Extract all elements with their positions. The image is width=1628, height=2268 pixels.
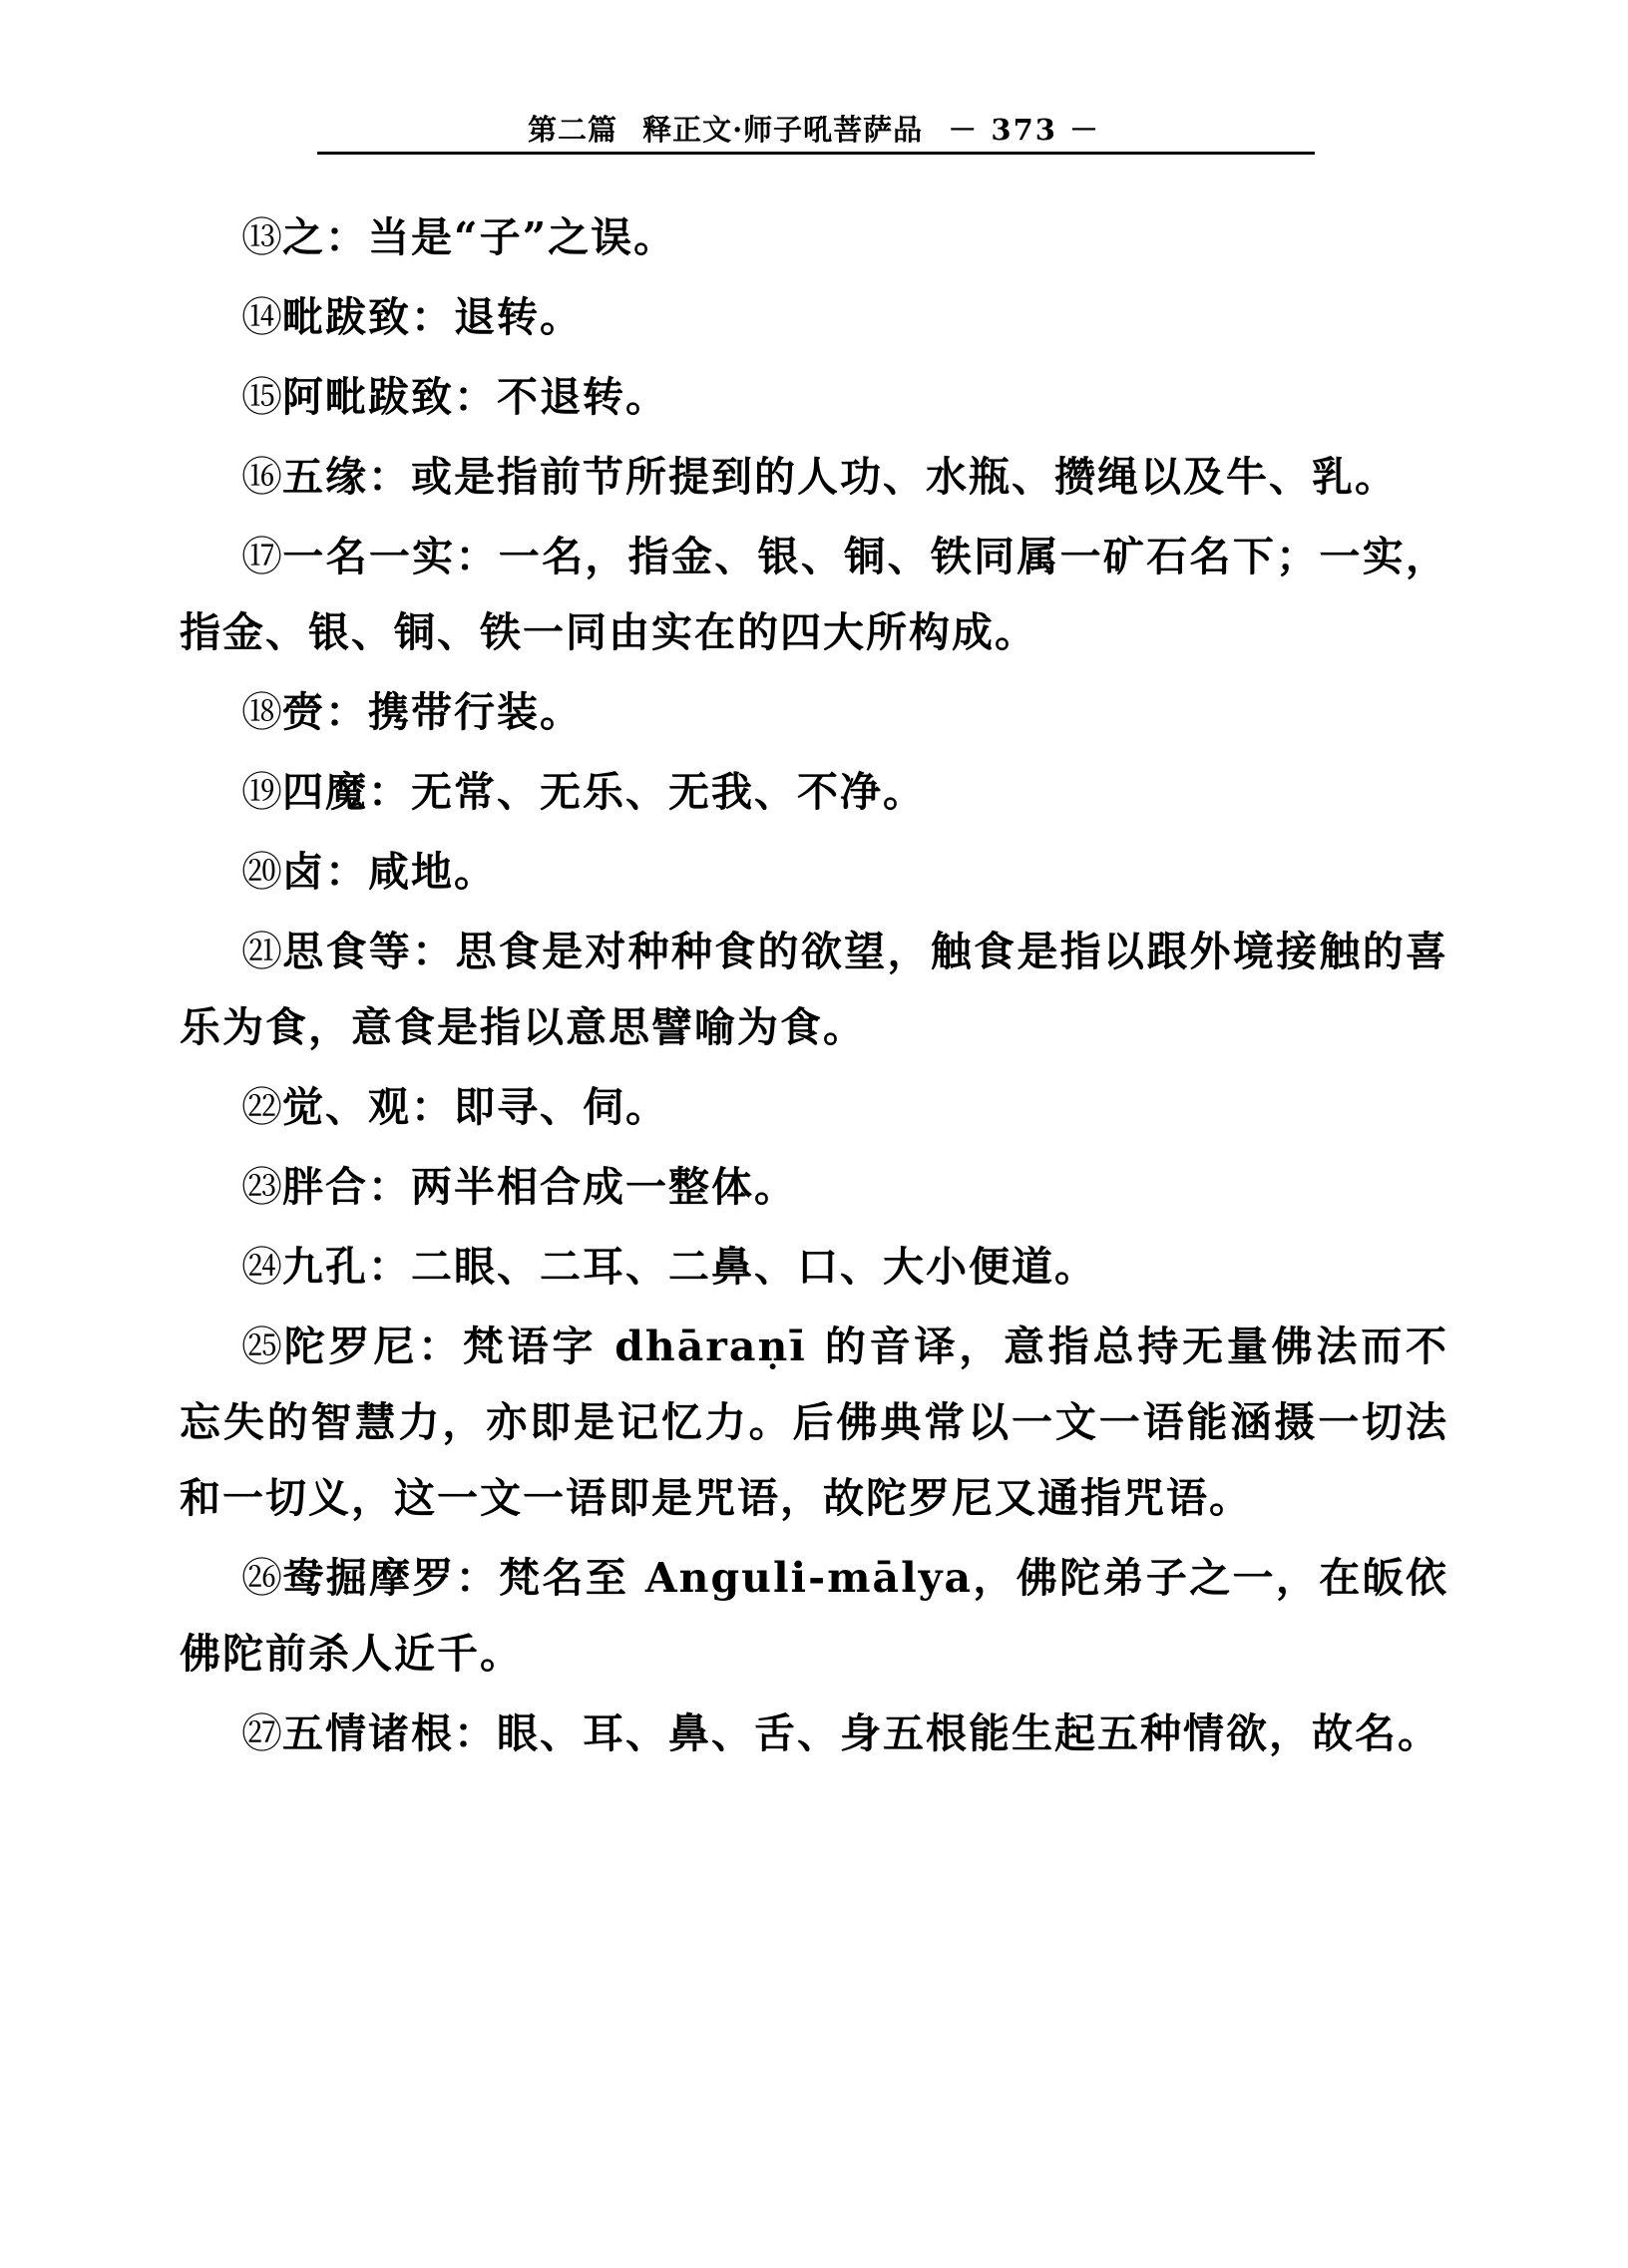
note-number: ⑭	[241, 293, 282, 341]
list-item	[180, 1229, 1448, 1305]
list-item	[180, 1149, 1448, 1225]
note-text: 五缘：或是指前节所提到的人功、水瓶、攒绳以及牛、乳。	[282, 453, 1398, 501]
running-head-section: 第二篇	[527, 113, 617, 147]
page-number: － 373 －	[948, 113, 1101, 147]
list-item	[180, 519, 1448, 670]
note-text: 一名一实：一名，指金、银、铜、铁同属一矿石名下；一实，指金、银、铜、铁一同由实在的四大所构成。	[180, 533, 1448, 656]
header-divider	[317, 152, 1315, 155]
note-text: 卤：咸地。	[282, 848, 497, 896]
note-number: ㉖	[241, 1554, 283, 1602]
note-text: 思食等：思食是对种种食的欲望，触食是指以跟外境接触的喜乐为食，意食是指以意思譬喻为食。	[180, 928, 1448, 1051]
list-item	[180, 834, 1448, 910]
list-item	[180, 754, 1448, 830]
note-text: 毗跋致：退转。	[282, 293, 583, 341]
note-number: ㉔	[241, 1243, 282, 1291]
running-head-title: 释正文·师子吼菩萨品	[642, 113, 924, 147]
list-item	[180, 1309, 1448, 1536]
list-item	[180, 1069, 1448, 1145]
list-item	[180, 674, 1448, 750]
note-number: ㉕	[241, 1323, 284, 1370]
list-item	[180, 1540, 1448, 1692]
running-head	[0, 108, 1628, 149]
list-item	[180, 1696, 1448, 1771]
list-item	[180, 439, 1448, 515]
note-text: 之：当是“子”之误。	[282, 213, 677, 261]
note-text: 阿毗跋致：不退转。	[282, 373, 668, 421]
note-number: ㉑	[241, 928, 283, 975]
list-item	[180, 359, 1448, 435]
note-number: ⑬	[241, 213, 282, 261]
note-number: ⑳	[241, 848, 282, 896]
note-text: 陀罗尼：梵语字 dhāraṇī 的音译，意指总持无量佛法而不忘失的智慧力，亦即是记忆力。后佛典常以一文一语能涵摄一切法和一切义，这一文一语即是咒语，故陀罗尼又通指咒语。	[180, 1323, 1449, 1522]
note-text: 胖合：两半相合成一整体。	[282, 1163, 797, 1211]
note-number: ⑱	[241, 688, 282, 736]
note-number: ⑲	[241, 768, 282, 816]
note-number: ⑯	[241, 453, 282, 501]
note-text: 九孔：二眼、二耳、二鼻、口、大小便道。	[282, 1243, 1097, 1291]
list-item	[180, 199, 1448, 275]
note-number: ㉗	[241, 1709, 282, 1757]
list-item	[180, 914, 1448, 1065]
note-text: 觉、观：即寻、伺。	[282, 1083, 668, 1131]
list-item	[180, 279, 1448, 355]
note-number: ⑰	[241, 533, 283, 580]
note-number: ㉒	[241, 1083, 282, 1131]
footnote-list	[180, 199, 1448, 1775]
note-text: 赍：携带行装。	[282, 688, 583, 736]
note-number: ㉓	[241, 1163, 282, 1211]
note-text: 四魔：无常、无乐、无我、不净。	[282, 768, 926, 816]
note-text: 五情诸根：眼、耳、鼻、舌、身五根能生起五种情欲，故名。	[282, 1709, 1440, 1757]
note-number: ⑮	[241, 373, 282, 421]
note-text: 鸯掘摩罗：梵名至 Anguli-mālya，佛陀弟子之一，在皈依佛陀前杀人近千。	[180, 1554, 1448, 1678]
